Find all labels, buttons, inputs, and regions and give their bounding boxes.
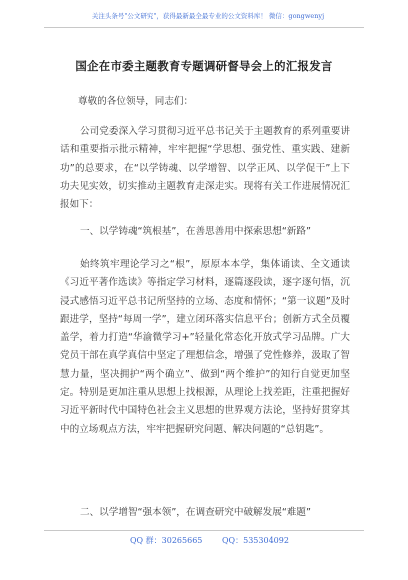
footer-qq-group: QQ 群：30265665: [130, 536, 203, 545]
document-title: 国企在市委主题教育专题调研督导会上的汇报发言: [75, 59, 333, 73]
paragraph-text: 始终筑牢理论学习之“根”，原原本本学，集体诵读、全文通读《习近平著作选读》等指定学习材料，逐篇逐段读，逐字逐句悟，沉浸式感悟习近平总书记所坚持的立场、态度和情怀；“第一议题”及时跟进学，坚持“每周一学”，建立闭环落实信息平台；创新方式全员覆盖学，着力打造“华渝微学习+”轻量化常态化开放式学习品牌。广大党员干部在真学真信中坚定了理想信念，增强了党性修养，汲取了智慧力量，坚决拥护“两个确立”、做到“两个维护”的知行自觉更加坚定。特别是更加注重从思想上找根源，从理论上找差距，注重把握好习近平新时代中国特色社会主义思想的世界观方法论，坚持好贯穿其中的立场观点方法，牢牢把握研究问题、解决问题的“总钥匙”。: [60, 259, 350, 435]
section-heading-1: 一、以学铸魂“筑根基”，在善思善用中探索思想“新路”: [80, 226, 311, 237]
salutation: 尊敬的各位领导，同志们：: [78, 96, 194, 107]
section-heading-2: 二、以学增智“强本领”，在调查研究中破解发展“难题”: [80, 507, 311, 518]
header-divider: [44, 27, 364, 28]
paragraph-text: 公司党委深入学习贯彻习近平总书记关于主题教育的系列重要讲话和重要指示批示精神，牢牢把握“学思想、强党性、重实践、建新功”的总要求，在“以学铸魂、以学增智、以学正风、以学促干”上下功夫见实效，切实推动主题教育走深走实。现将有关工作进展情况汇报如下：: [60, 126, 350, 211]
paragraph-intro: [60, 123, 350, 214]
footer-qq-contact: QQ：535304092: [222, 536, 289, 545]
footer-divider: [44, 530, 364, 531]
header-banner: 关注头条号"公文研究"，获得最新最全最专业的公文资料库！ 微信：gongwenyj: [91, 12, 325, 20]
paragraph-section-1: [60, 256, 350, 439]
